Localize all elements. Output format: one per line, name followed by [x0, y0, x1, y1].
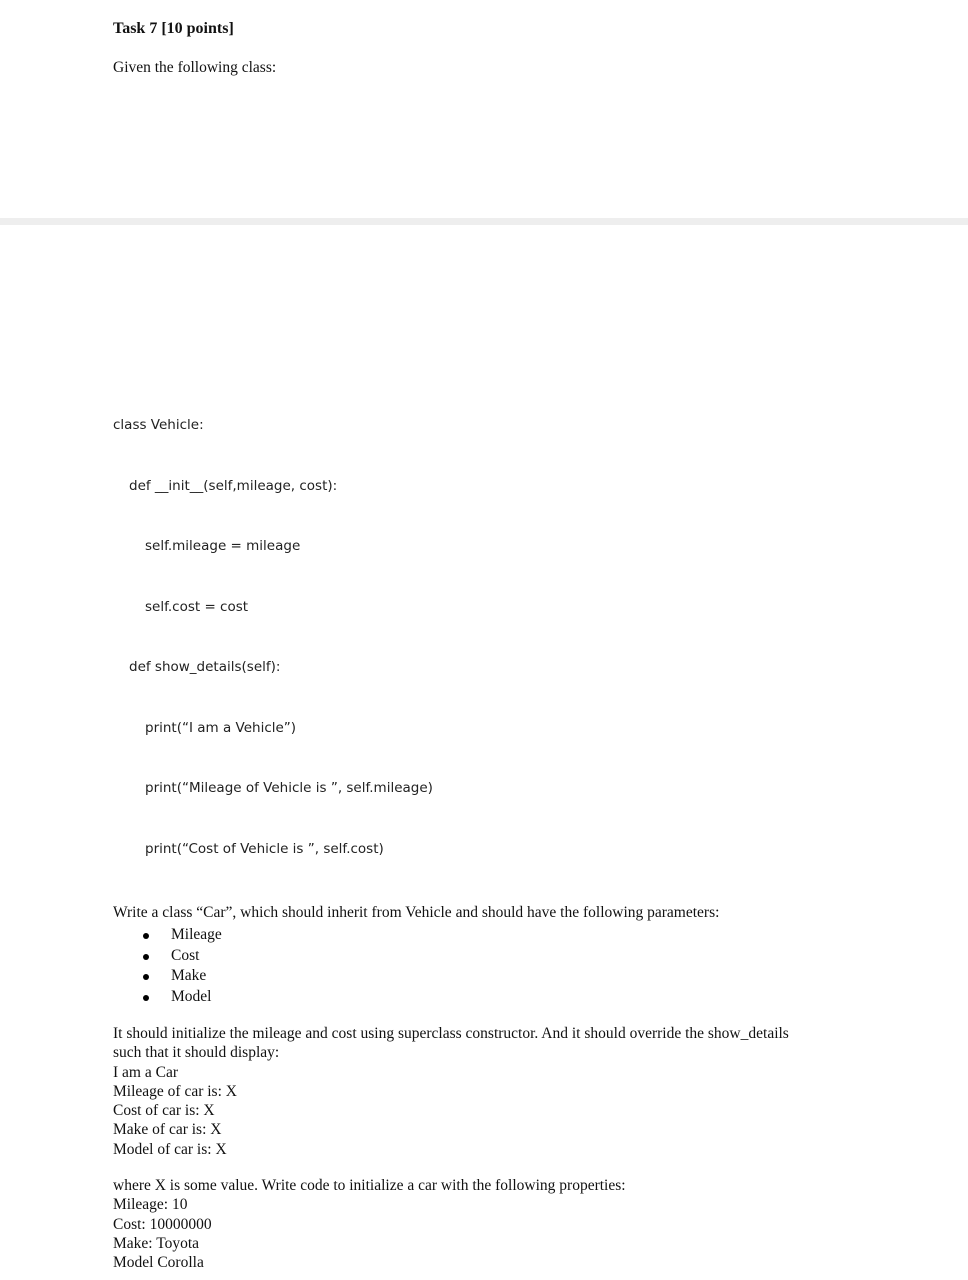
code-line: self.cost = cost	[145, 599, 249, 615]
code-line: class Vehicle:	[113, 417, 204, 433]
code-line: print(“Cost of Vehicle is ”, self.cost)	[145, 841, 384, 857]
code-line: print(“Mileage of Vehicle is ”, self.mileage)	[145, 780, 433, 796]
display-line: Make of car is: X	[113, 1121, 222, 1139]
property-line: Make: Toyota	[113, 1234, 200, 1252]
page-divider	[0, 218, 968, 225]
intro-text: Given the following class:	[113, 59, 277, 76]
list-item: Model	[113, 987, 222, 1008]
bullet-icon	[143, 995, 149, 1001]
code-line: def show_details(self):	[129, 659, 281, 675]
list-item: Cost	[113, 946, 222, 967]
task-instruction: Write a class “Car”, which should inherit from Vehicle and should have the following parameters:	[113, 904, 720, 921]
task-title: Task 7 [10 points]	[113, 20, 234, 37]
display-line: I am a Car	[113, 1063, 178, 1081]
parameter-list	[113, 925, 222, 1007]
property-line: Cost: 10000000	[113, 1215, 212, 1233]
override-text: It should initialize the mileage and cost using superclass constructor. And it should override the show_details	[113, 1025, 789, 1042]
display-line: Mileage of car is: X	[113, 1082, 237, 1100]
bullet-icon	[143, 933, 149, 939]
display-line: Cost of car is: X	[113, 1102, 215, 1120]
property-line: Mileage: 10	[113, 1196, 188, 1214]
bullet-icon	[143, 954, 149, 960]
code-line: self.mileage = mileage	[145, 538, 301, 554]
init-section	[113, 1176, 626, 1272]
list-item: Mileage	[113, 925, 222, 946]
init-text: where X is some value. Write code to initialize a car with the following properties:	[113, 1177, 626, 1194]
override-text: such that it should display:	[113, 1044, 280, 1062]
bullet-icon	[143, 974, 149, 980]
override-section	[113, 1024, 789, 1159]
property-line: Model Corolla	[113, 1254, 204, 1272]
code-line: print(“I am a Vehicle”)	[145, 720, 297, 736]
list-item: Make	[113, 966, 222, 987]
code-line: def __init__(self,mileage, cost):	[129, 478, 338, 494]
display-line: Model of car is: X	[113, 1140, 227, 1158]
